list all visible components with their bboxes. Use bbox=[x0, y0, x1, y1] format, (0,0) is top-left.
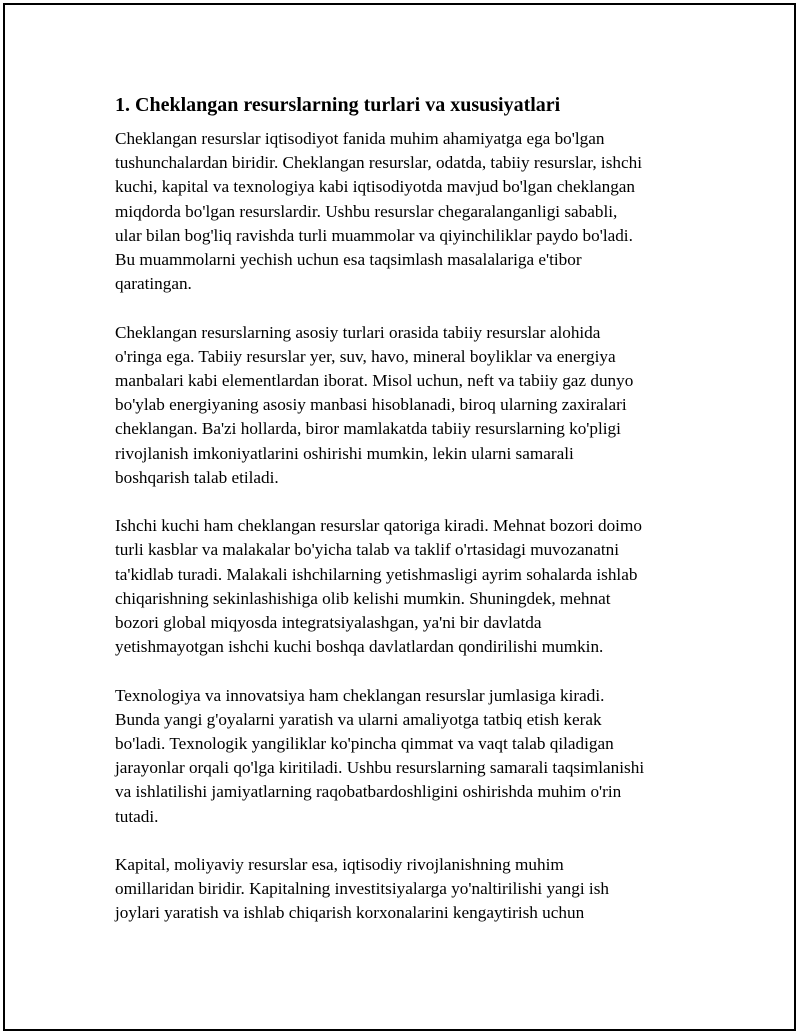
text-line: kuchi, kapital va texnologiya kabi iqtisodiyotda mavjud bo'lgan cheklangan bbox=[115, 177, 636, 197]
document-body bbox=[115, 92, 705, 950]
section-heading: 1. Cheklangan resurslarning turlari va xususiyatlari bbox=[115, 94, 561, 116]
text-line: omillaridan biridir. Kapitalning investitsiyalarga yo'naltirilishi yangi ish bbox=[115, 879, 609, 899]
text-line: Cheklangan resurslar iqtisodiyot fanida muhim ahamiyatga ega bo'lgan bbox=[115, 129, 605, 148]
text-line: boshqarish talab etiladi. bbox=[115, 467, 279, 487]
text-line: manbalari kabi elementlardan iborat. Misol uchun, neft va tabiiy gaz dunyo bbox=[115, 371, 634, 391]
text-line: ta'kidlab turadi. Malakali ishchilarning yetishmasligi ayrim sohalarda ishlab bbox=[115, 564, 638, 584]
text-line: Cheklangan resurslarning asosiy turlari orasida tabiiy resurslar alohida bbox=[115, 322, 601, 342]
text-line: ular bilan bog'liq ravishda turli muammolar va qiyinchiliklar paydo bo'ladi. bbox=[115, 225, 633, 245]
text-line: tutadi. bbox=[115, 806, 159, 826]
text-line: yetishmayotgan ishchi kuchi boshqa davlatlardan qondirilishi mumkin. bbox=[115, 637, 604, 657]
text-line: bo'ylab energiyaning asosiy manbasi hisoblanadi, biroq ularning zaxiralari bbox=[115, 395, 627, 415]
text-line: Ishchi kuchi ham cheklangan resurslar qatoriga kiradi. Mehnat bozori doimo bbox=[115, 516, 642, 536]
text-line: Bunda yangi g'oyalarni yaratish va ularni amaliyotga tatbiq etish kerak bbox=[115, 709, 602, 729]
text-line: qaratingan. bbox=[115, 274, 192, 294]
text-line: rivojlanish imkoniyatlarini oshirishi mumkin, lekin ularni samarali bbox=[115, 443, 574, 463]
text-line: chiqarishning sekinlashishiga olib kelishi mumkin. Shuningdek, mehnat bbox=[115, 588, 611, 608]
text-line: Bu muammolarni yechish uchun esa taqsimlash masalalariga e'tibor bbox=[115, 250, 582, 270]
text-line: tushunchalardan biridir. Cheklangan resurslar, odatda, tabiiy resurslar, ishchi bbox=[115, 153, 642, 173]
text-line: cheklangan. Ba'zi hollarda, biror mamlakatda tabiiy resurslarning ko'pligi bbox=[115, 419, 621, 439]
text-line: Kapital, moliyaviy resurslar esa, iqtisodiy rivojlanishning muhim bbox=[115, 855, 564, 875]
paragraph-4 bbox=[115, 684, 705, 829]
paragraph-3 bbox=[115, 514, 705, 659]
paragraph-1 bbox=[115, 127, 705, 296]
text-line: bo'ladi. Texnologik yangiliklar ko'pincha qimmat va vaqt talab qiladigan bbox=[115, 734, 614, 754]
text-line: turli kasblar va malakalar bo'yicha talab va taklif o'rtasidagi muvozanatni bbox=[115, 540, 619, 560]
paragraph-2 bbox=[115, 321, 705, 490]
text-line: o'ringa ega. Tabiiy resurslar yer, suv, havo, mineral boyliklar va energiya bbox=[115, 346, 616, 366]
text-line: miqdorda bo'lgan resurslardir. Ushbu resurslar chegaralanganligi sababli, bbox=[115, 201, 618, 221]
text-line: bozori global miqyosda integratsiyalashgan, ya'ni bir davlatda bbox=[115, 613, 542, 633]
text-line: va ishlatilishi jamiyatlarning raqobatbardoshligini oshirishda muhim o'rin bbox=[115, 782, 622, 802]
text-line: joylari yaratish va ishlab chiqarish korxonalarini kengaytirish uchun bbox=[115, 903, 585, 923]
paragraph-5 bbox=[115, 853, 705, 926]
text-line: jarayonlar orqali qo'lga kiritiladi. Ushbu resurslarning samarali taqsimlanishi bbox=[115, 758, 645, 778]
text-line: Texnologiya va innovatsiya ham cheklangan resurslar jumlasiga kiradi. bbox=[115, 685, 605, 705]
